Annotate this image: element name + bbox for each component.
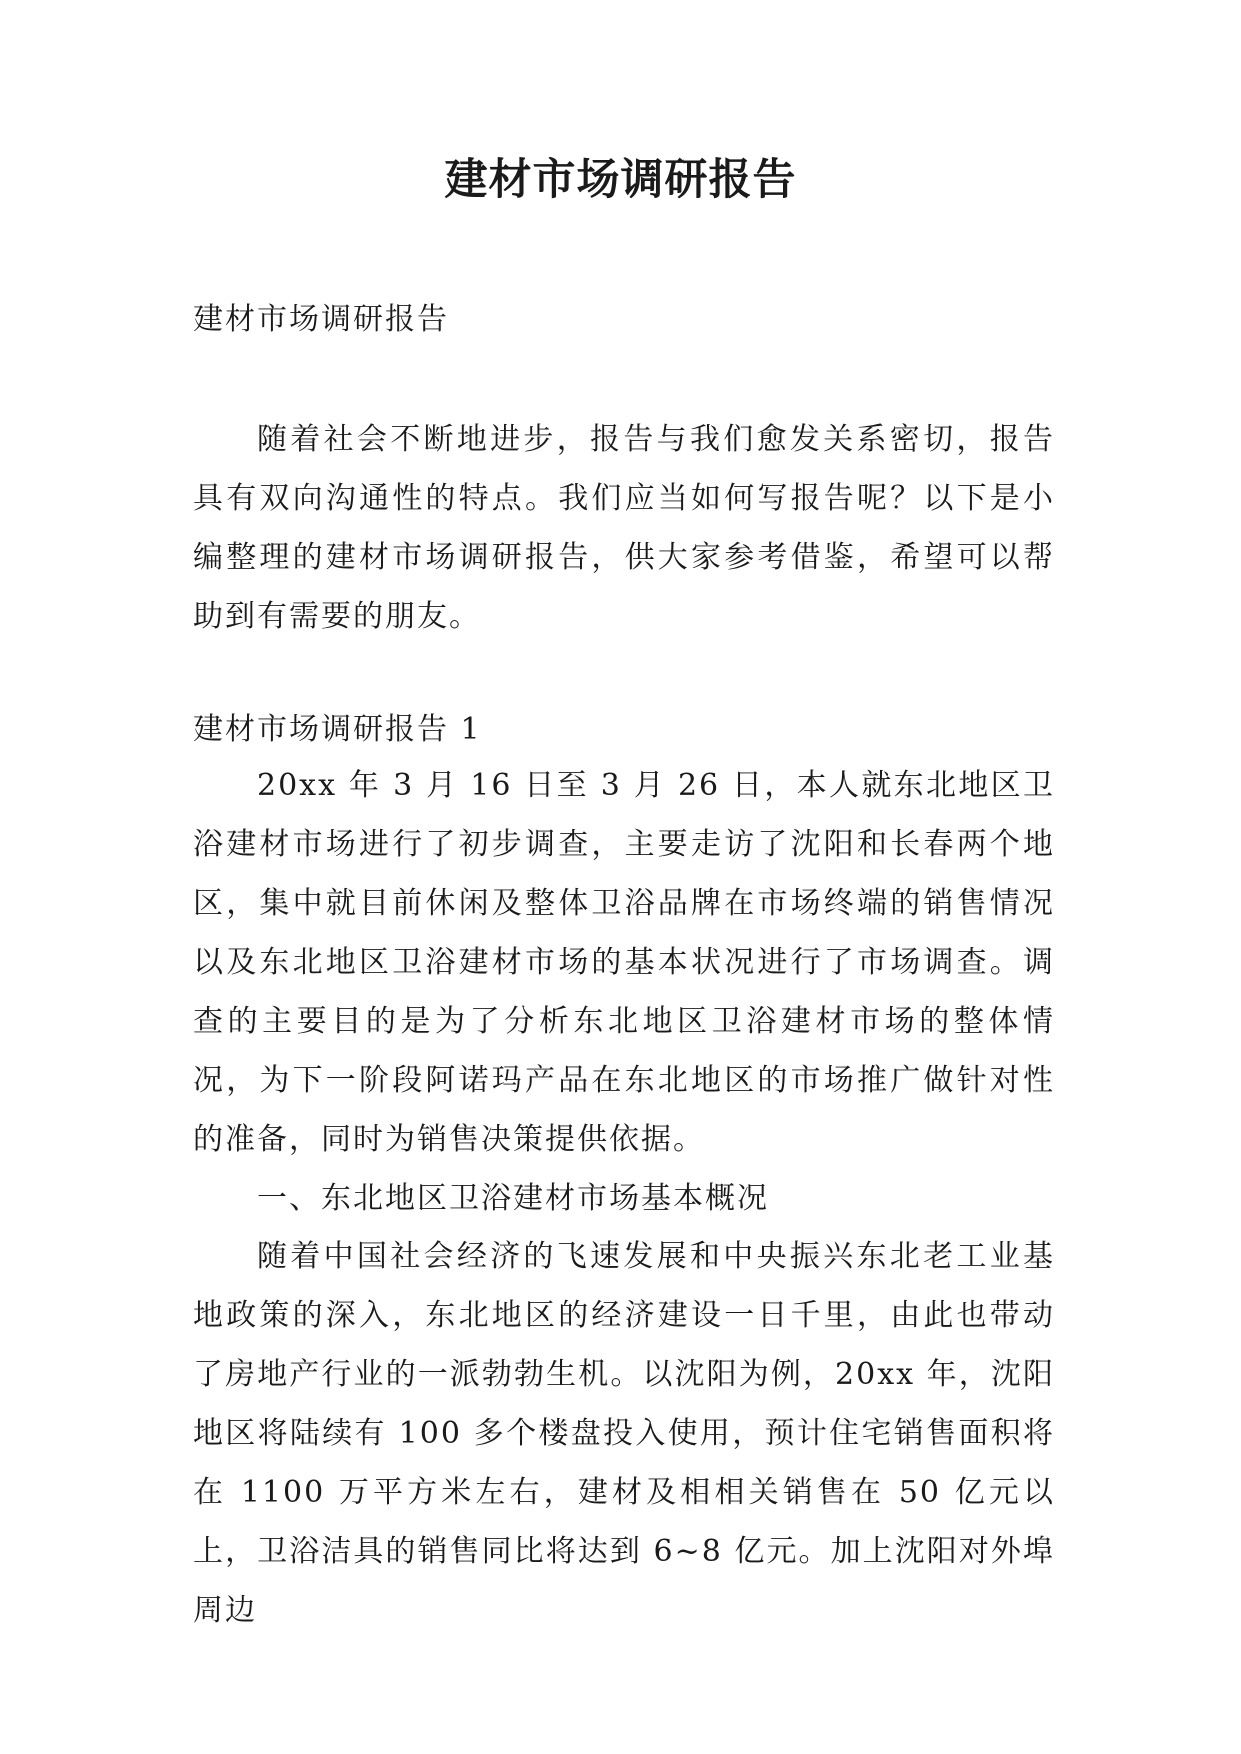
body-paragraph-2: 随着中国社会经济的飞速发展和中央振兴东北老工业基地政策的深入，东北地区的经济建设一日千里，由此也带动了房地产行业的一派勃勃生机。以沈阳为例，20xx 年，沈阳地区将陆续有 100 多个楼盘投入使用，预计住宅销售面积将在 1100 万平方米左右，建材及相相关销售在 50 亿元以上，卫浴洁具的销售同比将达到 6~8 亿元。加上沈阳对外埠周边 <box>193 1239 1055 1628</box>
body-paragraph-1: 20xx 年 3 月 16 日至 3 月 26 日，本人就东北地区卫浴建材市场进行了初步调查，主要走访了沈阳和长春两个地区，集中就目前休闲及整体卫浴品牌在市场终端的销售情况以及东北地区卫浴建材市场的基本状况进行了市场调查。调查的主要目的是为了分析东北地区卫浴建材市场的整体情况，为下一阶段阿诺玛产品在东北地区的市场推广做针对性的准备，同时为销售决策提供依据。 <box>193 768 1055 1157</box>
document-subtitle: 建材市场调研报告 <box>193 302 449 337</box>
intro-paragraph: 随着社会不断地进步，报告与我们愈发关系密切，报告具有双向沟通性的特点。我们应当如何写报告呢？以下是小编整理的建材市场调研报告，供大家参考借鉴，希望可以帮助到有需要的朋友。 <box>193 422 1055 634</box>
section-title: 建材市场调研报告 1 <box>193 712 482 747</box>
section-heading-1: 一、东北地区卫浴建材市场基本概况 <box>257 1181 769 1216</box>
document-title: 建材市场调研报告 <box>444 155 797 205</box>
